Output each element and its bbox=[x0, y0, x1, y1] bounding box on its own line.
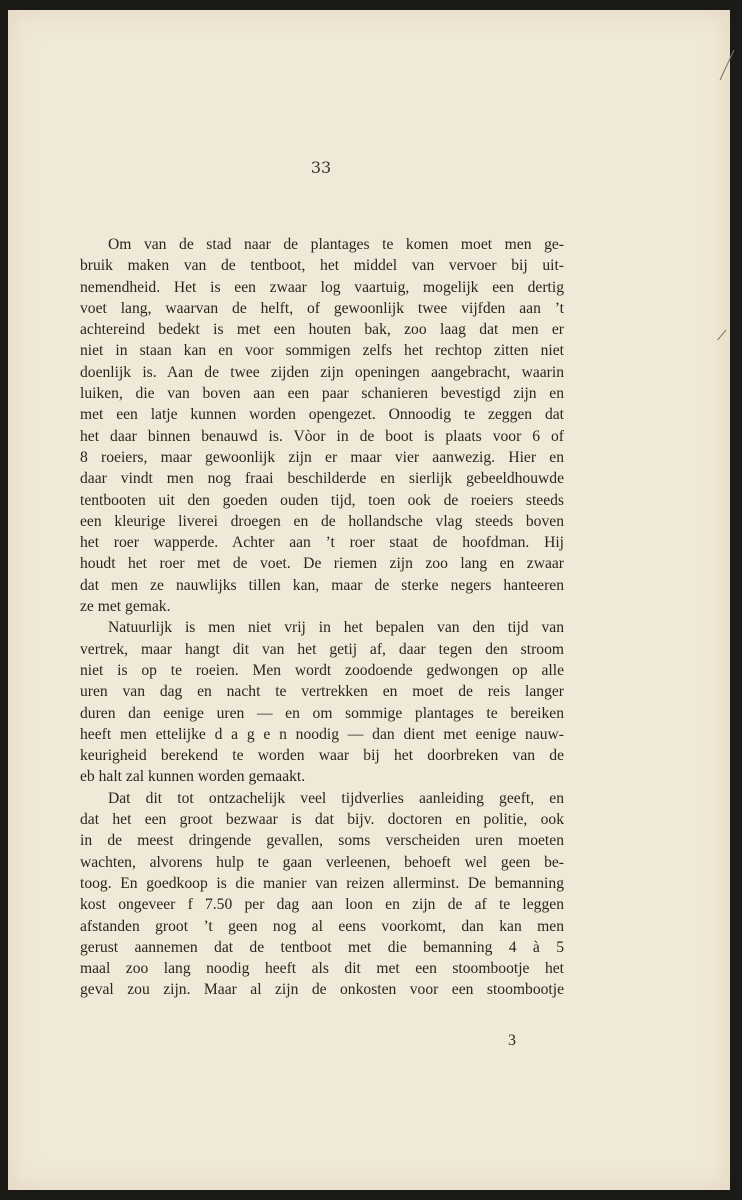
text-line: toog. En goedkoop is die manier van reizen allerminst. De bemanning bbox=[80, 874, 564, 892]
text-line: het roer wapperde. Achter aan ’t roer staat de hoofdman. Hij bbox=[80, 534, 564, 552]
text-line: daar vindt men nog fraai beschilderde en sierlijk gebeeldhouwde bbox=[80, 470, 564, 488]
text-line: luiken, die van boven aan een paar schanieren bevestigd zijn en bbox=[80, 385, 564, 403]
text-line: bruik maken van de tentboot, het middel van vervoer bij uit- bbox=[80, 257, 564, 275]
text-line: niet in staan kan en voor sommigen zelfs het rechtop zitten niet bbox=[80, 342, 564, 360]
text-line: 8 roeiers, maar gewoonlijk zijn er maar vier aanwezig. Hier en bbox=[80, 448, 564, 466]
text-line: duren dan eenige uren — en om sommige plantages te bereiken bbox=[80, 704, 564, 722]
text-line: tentbooten uit den goeden ouden tijd, toen ook de roeiers steeds bbox=[80, 491, 564, 509]
pencil-margin-mark bbox=[698, 40, 738, 340]
text-line: houdt het roer met de voet. De riemen zijn zoo lang en zwaar bbox=[80, 555, 564, 573]
text-line: met een latje kunnen worden opengezet. Onnoodig te zeggen dat bbox=[80, 406, 564, 424]
text-line: vertrek, maar hangt dit van het getij af, daar tegen den stroom bbox=[80, 640, 564, 658]
text-line: Dat dit tot ontzachelijk veel tijdverlies aanleiding geeft, en bbox=[108, 789, 564, 807]
text-line: het daar binnen benauwd is. Vòor in de boot is plaats voor 6 of bbox=[80, 427, 564, 445]
text-line: Natuurlijk is men niet vrij in het bepalen van den tijd van bbox=[108, 619, 564, 637]
text-line: ze met gemak. bbox=[80, 598, 171, 616]
text-line: doenlijk is. Aan de twee zijden zijn openingen aangebracht, waarin bbox=[80, 363, 564, 381]
page-number: 33 bbox=[310, 158, 332, 177]
signature-mark: 3 bbox=[508, 1032, 516, 1049]
text-line: wachten, alvorens hulp te gaan verleenen, behoeft wel geen be- bbox=[80, 853, 564, 871]
text-line: nemendheid. Het is een zwaar log vaartuig, mogelijk een dertig bbox=[80, 278, 564, 296]
text-line: voet lang, waarvan de helft, of gewoonlijk twee vijfden aan ’t bbox=[80, 299, 564, 317]
body-text bbox=[80, 234, 564, 1001]
text-line: niet is op te roeien. Men wordt zoodoende gedwongen op alle bbox=[80, 661, 564, 679]
text-line: Om van de stad naar de plantages te komen moet men ge- bbox=[108, 236, 564, 253]
text-line: dat men ze nauwlijks tillen kan, maar de sterke negers hanteeren bbox=[80, 576, 564, 594]
text-line: maal zoo lang noodig heeft als dit met een stoombootje het bbox=[80, 960, 564, 978]
text-line: heeft men ettelijke d a g e n noodig — dan dient met eenige nauw- bbox=[80, 725, 564, 743]
text-line: eb halt zal kunnen worden gemaakt. bbox=[80, 768, 306, 786]
text-line: achtereind bedekt is met een houten bak, zoo laag dat men er bbox=[80, 321, 564, 339]
text-line: een kleurige liverei droegen en de hollandsche vlag steeds boven bbox=[80, 512, 564, 530]
text-line: dat het een groot bezwaar is dat bijv. doctoren en politie, ook bbox=[80, 811, 564, 829]
text-line: kost ongeveer f 7.50 per dag aan loon en zijn de af te leggen bbox=[80, 896, 564, 914]
text-line: uren van dag en nacht te vertrekken en moet de reis langer bbox=[80, 683, 564, 701]
text-line: gerust aannemen dat de tentboot met die bemanning 4 à 5 bbox=[80, 938, 564, 956]
text-line: keurigheid berekend te worden waar bij het doorbreken van de bbox=[80, 747, 564, 765]
text-line: in de meest dringende gevallen, soms verscheiden uren moeten bbox=[80, 832, 564, 850]
text-line: geval zou zijn. Maar al zijn de onkosten voor een stoombootje bbox=[80, 981, 564, 999]
book-page bbox=[8, 10, 730, 1190]
text-line: afstanden groot ’t geen nog al eens voorkomt, dan kan men bbox=[80, 917, 564, 935]
